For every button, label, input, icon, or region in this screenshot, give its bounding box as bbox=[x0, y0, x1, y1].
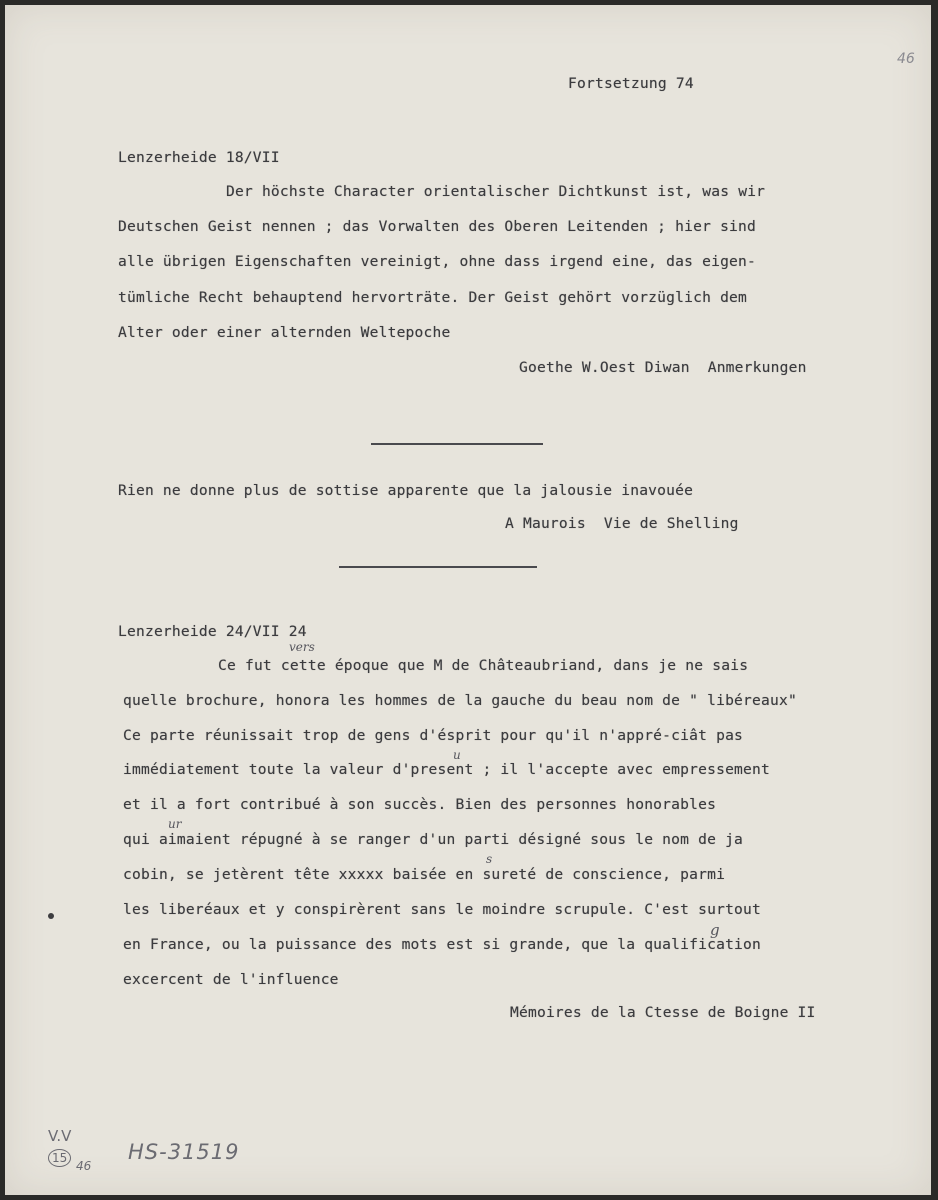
entry-1-place-date: Lenzerheide 18/VII bbox=[118, 149, 280, 166]
page-header: Fortsetzung 74 bbox=[568, 75, 694, 92]
document-page bbox=[5, 5, 931, 1195]
shelfmark: HS-31519 bbox=[128, 1140, 240, 1164]
entry-1-line-3: alle übrigen Eigenschaften vereinigt, ohne dass irgend eine, das eigen- bbox=[118, 253, 757, 270]
ink-dot bbox=[48, 913, 54, 919]
archive-mark-46: 46 bbox=[76, 1159, 92, 1173]
entry-3-line-6: qui aimaient répugné à se ranger d'un parti désigné sous le nom de ja bbox=[123, 831, 744, 848]
entry-1-source: Goethe W.Oest Diwan Anmerkungen bbox=[519, 359, 807, 376]
handwritten-insert-vers: vers bbox=[289, 640, 315, 654]
entry-1-line-4: tümliche Recht behauptend hervorträte. Der Geist gehört vorzüglich dem bbox=[118, 289, 748, 306]
section-divider-2 bbox=[339, 566, 537, 568]
entry-1-line-5: Alter oder einer alternden Weltepoche bbox=[118, 324, 451, 341]
handwritten-insert-ur: ur bbox=[168, 817, 182, 831]
entry-3-line-5: et il a fort contribué à son succès. Bien des personnes honorables bbox=[123, 796, 717, 813]
folio-number: 46 bbox=[897, 51, 915, 67]
entry-1-line-1: Der höchste Character orientalischer Dichtkunst ist, was wir bbox=[226, 183, 766, 200]
entry-3-line-2: quelle brochure, honora les hommes de la gauche du beau nom de " libéreaux" bbox=[123, 692, 797, 709]
entry-3-line-3: Ce parte réunissait trop de gens d'ésprit pour qu'il n'appré-ciât pas bbox=[123, 727, 744, 744]
archive-mark-circled-15: 15 bbox=[48, 1149, 71, 1167]
entry-3-line-8: les liberéaux et y conspirèrent sans le moindre scrupule. C'est surtout bbox=[123, 901, 762, 918]
entry-2-line-1: Rien ne donne plus de sottise apparente que la jalousie inavouée bbox=[118, 482, 694, 499]
entry-3-line-7: cobin, se jetèrent tête xxxxx baisée en sureté de conscience, parmi bbox=[123, 866, 726, 883]
handwritten-insert-u: u bbox=[453, 748, 461, 762]
entry-3-line-4: immédiatement toute la valeur d'present ; il l'accepte avec empressement bbox=[123, 761, 771, 778]
archive-mark-vv: V.V bbox=[48, 1127, 72, 1145]
entry-1-line-2: Deutschen Geist nennen ; das Vorwalten des Oberen Leitenden ; hier sind bbox=[118, 218, 757, 235]
entry-3-line-10: excercent de l'influence bbox=[123, 971, 339, 988]
handwritten-correction-g: g bbox=[710, 921, 720, 939]
entry-2-source: A Maurois Vie de Shelling bbox=[505, 515, 739, 532]
entry-3-source: Mémoires de la Ctesse de Boigne II bbox=[510, 1004, 816, 1021]
entry-3-line-9: en France, ou la puissance des mots est si grande, que la qualification bbox=[123, 936, 762, 953]
entry-3-place-date: Lenzerheide 24/VII 24 bbox=[118, 623, 307, 640]
section-divider-1 bbox=[371, 443, 543, 445]
handwritten-insert-s: s bbox=[486, 852, 493, 866]
entry-3-line-1: Ce fut cette époque que M de Châteaubriand, dans je ne sais bbox=[218, 657, 749, 674]
